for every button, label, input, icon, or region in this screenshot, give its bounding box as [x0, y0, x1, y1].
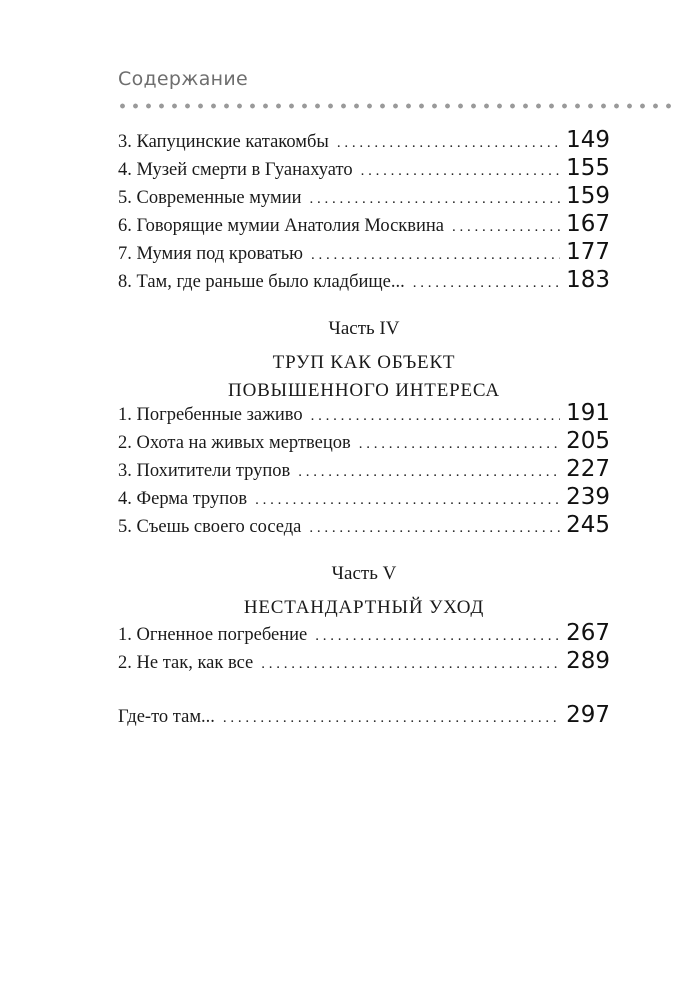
dot-leader [413, 275, 560, 292]
dot-leader [359, 436, 560, 453]
toc-entry-label: 5. Современные мумии [118, 188, 302, 208]
toc-entry-label: 5. Съешь своего соседа [118, 517, 302, 537]
dot-leader [452, 219, 560, 236]
toc-entry[interactable] [118, 484, 610, 512]
part5-label: Часть V [331, 563, 397, 584]
toc-entry-page: 167 [566, 211, 610, 237]
toc-entry-label: 8. Там, где раньше было кладбище... [118, 272, 405, 292]
toc-entry-page: 177 [566, 239, 610, 265]
toc-entry-page: 191 [566, 400, 610, 426]
toc-entry-label: 2. Охота на живых мертвецов [118, 433, 351, 453]
toc-entry-label: 3. Похитители трупов [118, 461, 291, 481]
dot-leader [223, 710, 560, 727]
toc-entry-label: 1. Погребенные заживо [118, 405, 303, 425]
toc-entry[interactable] [118, 428, 610, 456]
dot-leader [361, 163, 561, 180]
toc-entry-page: 205 [566, 428, 610, 454]
part5-title-line1: НЕСТАНДАРТНЫЙ УХОД [243, 597, 485, 618]
toc-entry-label: 4. Музей смерти в Гуанахуато [118, 160, 353, 180]
part4-title-line1: ТРУП КАК ОБЪЕКТ [272, 352, 456, 373]
toc-entry-page: 183 [566, 267, 610, 293]
part4-title-line2: ПОВЫШЕННОГО ИНТЕРЕСА [228, 380, 500, 401]
toc-entry-label: 4. Ферма трупов [118, 489, 248, 509]
dot-leader [255, 492, 560, 509]
toc-entry-label: 1. Огненное погребение [118, 625, 308, 645]
dot-leader [298, 464, 560, 481]
toc-entry[interactable] [118, 648, 610, 676]
toc-section-epilogue [118, 702, 610, 730]
toc-section-part4 [118, 400, 610, 540]
dot-leader [310, 191, 561, 208]
toc-entry-page: 227 [566, 456, 610, 482]
dot-leader [311, 247, 560, 264]
toc-entry-page: 239 [566, 484, 610, 510]
dot-leader [315, 628, 560, 645]
toc-entry[interactable] [118, 239, 610, 267]
toc-entry[interactable] [118, 400, 610, 428]
toc-entry[interactable] [118, 211, 610, 239]
toc-entry-page: 155 [566, 155, 610, 181]
toc-entry-epilogue[interactable] [118, 702, 610, 730]
toc-entry-page: 297 [566, 702, 610, 728]
toc-entry[interactable] [118, 620, 610, 648]
toc-entry-label: 3. Капуцинские катакомбы [118, 132, 329, 152]
dot-leader [261, 656, 560, 673]
toc-entry[interactable] [118, 155, 610, 183]
dotted-header-rule [116, 103, 676, 109]
toc-entry-page: 245 [566, 512, 610, 538]
toc-section-part3 [118, 127, 610, 295]
dot-leader [337, 135, 560, 152]
toc-entry-label: 7. Мумия под кроватью [118, 244, 303, 264]
dot-leader [311, 408, 560, 425]
part4-label: Часть IV [328, 318, 400, 339]
toc-entry-page: 289 [566, 648, 610, 674]
running-header-title: Содержание [118, 68, 248, 90]
toc-entry-label: 2. Не так, как все [118, 653, 254, 673]
toc-entry-page: 267 [566, 620, 610, 646]
toc-entry-page: 149 [566, 127, 610, 153]
toc-entry-label: Где-то там... [118, 707, 215, 727]
toc-entry-page: 159 [566, 183, 610, 209]
toc-entry[interactable] [118, 267, 610, 295]
dot-leader [309, 520, 560, 537]
toc-entry[interactable] [118, 183, 610, 211]
toc-section-part5 [118, 620, 610, 676]
toc-entry[interactable] [118, 512, 610, 540]
part4-heading [118, 317, 610, 405]
toc-entry[interactable] [118, 456, 610, 484]
toc-entry-label: 6. Говорящие мумии Анатолия Москвина [118, 216, 445, 236]
toc-entry[interactable] [118, 127, 610, 155]
part5-heading [118, 562, 610, 622]
